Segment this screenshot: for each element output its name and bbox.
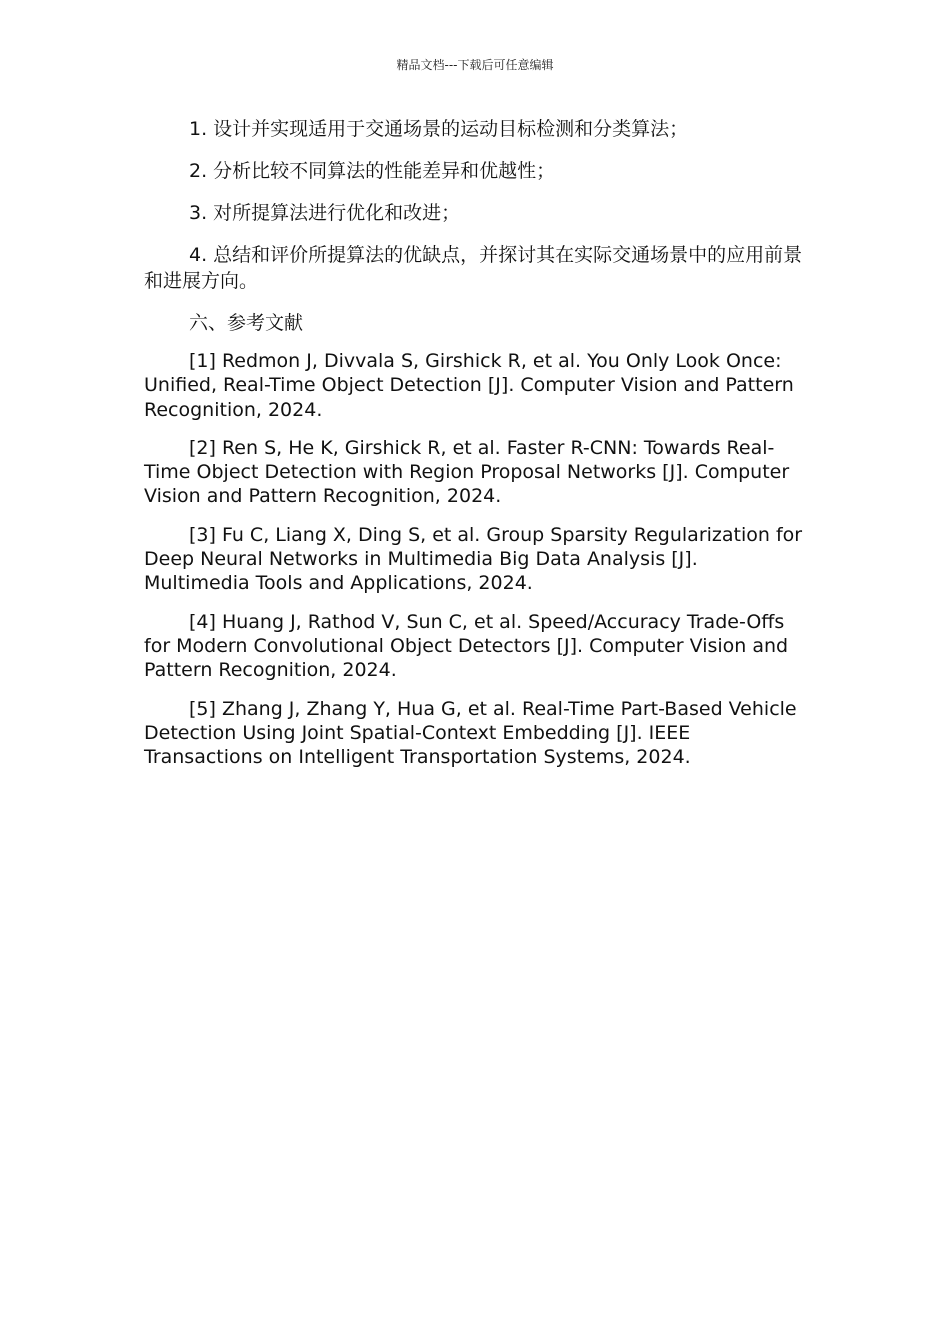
goal-item-1: 1. 设计并实现适用于交通场景的运动目标检测和分类算法； (189, 118, 689, 140)
reference-4: [4] Huang J, Rathod V, Sun C, et al. Speed/Accuracy Trade-Offs for Modern Convolutional Object Detectors [J]. Computer Vision and Pattern Recognition, 2024. (144, 610, 789, 682)
references-heading: 六、参考文献 (189, 312, 304, 334)
reference-5: [5] Zhang J, Zhang Y, Hua G, et al. Real-Time Part-Based Vehicle Detection Using Joint Spatial-Context Embedding [J]. IEEE Transactions on Intelligent Transportation Systems, 2024. (144, 697, 797, 769)
goal-item-2: 2. 分析比较不同算法的性能差异和优越性； (189, 160, 556, 182)
goal-item-4: 4. 总结和评价所提算法的优缺点，并探讨其在实际交通场景中的应用前景和进展方向。 (144, 244, 803, 292)
goal-item-3: 3. 对所提算法进行优化和改进； (189, 202, 461, 224)
page-header: 精品文档---下载后可任意编辑 (396, 58, 554, 72)
reference-3: [3] Fu C, Liang X, Ding S, et al. Group Sparsity Regularization for Deep Neural Networks in Multimedia Big Data Analysis [J]. Multimedia Tools and Applications, 2024. (144, 523, 803, 595)
reference-2: [2] Ren S, He K, Girshick R, et al. Faster R-CNN: Towards Real-Time Object Detection with Region Proposal Networks [J]. Computer Vision and Pattern Recognition, 2024. (144, 436, 790, 508)
document-body (144, 116, 804, 783)
reference-1: [1] Redmon J, Divvala S, Girshick R, et al. You Only Look Once: Unified, Real-Time Object Detection [J]. Computer Vision and Pattern Recognition, 2024. (144, 350, 794, 421)
